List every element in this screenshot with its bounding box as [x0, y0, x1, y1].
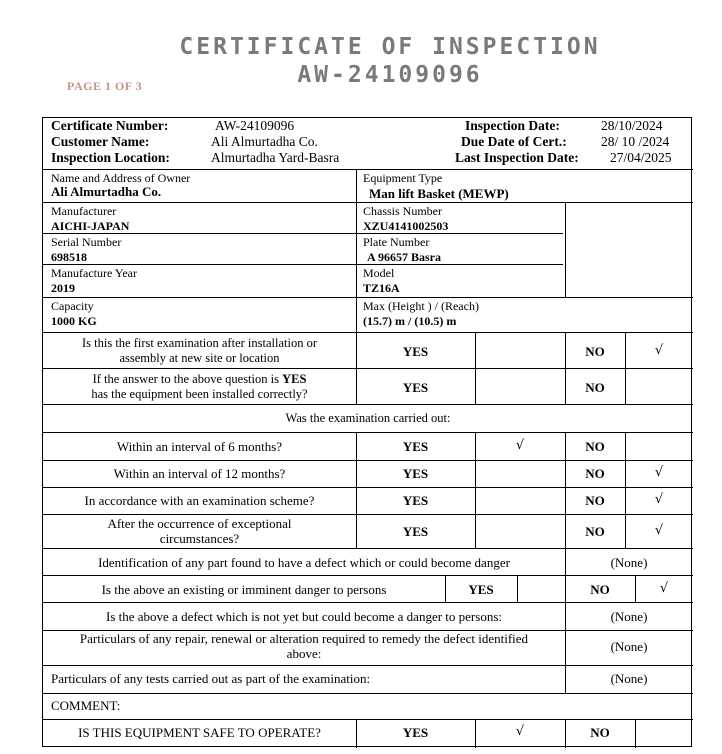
question-future-danger: Is the above a defect which is not yet but could become a danger to persons: — [105, 609, 502, 624]
customer-value: Ali Almurtadha Co. — [211, 134, 318, 149]
max-height-reach-value: (15.7) m / (10.5) m — [363, 314, 457, 328]
divider — [43, 202, 693, 203]
check-mark: √ — [654, 523, 664, 538]
divider — [43, 602, 693, 603]
divider — [43, 665, 693, 666]
inspection-date-label: Inspection Date: — [465, 118, 560, 133]
certificate-number-title: AW-24109096 — [297, 62, 483, 88]
question-6-months: Within an interval of 6 months? — [116, 439, 283, 454]
divider — [43, 460, 693, 461]
check-mark: √ — [654, 492, 664, 507]
tests-particulars-value: (None) — [610, 671, 648, 686]
examination-carried-heading: Was the examination carried out: — [285, 411, 451, 425]
answer-no: NO — [585, 380, 605, 395]
answer-yes: YES — [402, 524, 429, 539]
answer-yes: YES — [402, 439, 429, 454]
answer-no: NO — [590, 582, 610, 597]
question-safe-to-operate: IS THIS EQUIPMENT SAFE TO OPERATE? — [78, 725, 321, 740]
owner-value: Ali Almurtadha Co. — [51, 184, 162, 199]
question-defect-identification: Identification of any part found to have a defect which or could become danger — [98, 555, 510, 570]
page-indicator: PAGE 1 OF 3 — [67, 79, 143, 93]
comment-label: COMMENT: — [51, 698, 121, 713]
divider — [43, 487, 693, 488]
answer-yes: YES — [402, 466, 429, 481]
question-12-months: Within an interval of 12 months? — [113, 466, 286, 481]
check-mark: √ — [659, 581, 669, 596]
divider — [43, 548, 693, 549]
serial-label: Serial Number — [51, 235, 122, 249]
owner-label: Name and Address of Owner — [51, 171, 191, 185]
capacity-label: Capacity — [51, 299, 94, 313]
location-value: Almurtadha Yard-Basra — [211, 150, 340, 165]
question-exceptional: After the occurrence of exceptional circumstances? — [107, 516, 292, 546]
divider — [43, 368, 693, 369]
due-date-label: Due Date of Cert.: — [461, 134, 567, 149]
answer-yes: YES — [402, 493, 429, 508]
year-label: Manufacture Year — [51, 266, 137, 280]
divider — [635, 719, 636, 748]
question-tests-particulars: Particulars of any tests carried out as part of the examination: — [51, 671, 371, 686]
answer-no: NO — [585, 344, 605, 359]
question-exam-scheme: In accordance with an examination scheme? — [84, 493, 315, 508]
divider — [43, 575, 693, 576]
due-date-value: 28/ 10 /2024 — [601, 134, 670, 149]
future-danger-value: (None) — [610, 609, 648, 624]
answer-no: NO — [585, 493, 605, 508]
question-repair-particulars: Particulars of any repair, renewal or alteration required to remedy the defect identified above: — [79, 631, 529, 661]
year-value: 2019 — [51, 281, 75, 295]
divider — [43, 297, 693, 298]
answer-yes: YES — [402, 725, 429, 740]
defect-identification-value: (None) — [610, 555, 648, 570]
question-first-exam: Is this the first examination after installation or assembly at new site or location — [81, 336, 317, 365]
inspection-form — [42, 117, 692, 747]
check-mark: √ — [654, 343, 664, 358]
answer-no: NO — [585, 439, 605, 454]
question-installed-correctly: If the answer to the above question is YES has the equipment been installed correctly? — [91, 372, 308, 401]
cert-number-value: AW-24109096 — [215, 118, 295, 133]
chassis-label: Chassis Number — [363, 204, 442, 218]
divider — [356, 169, 357, 405]
divider — [475, 332, 476, 405]
divider — [43, 514, 693, 515]
answer-yes: YES — [468, 582, 494, 597]
serial-value: 698518 — [51, 250, 87, 264]
repair-particulars-value: (None) — [610, 639, 648, 654]
check-mark: √ — [654, 465, 664, 480]
divider — [43, 169, 693, 170]
location-label: Inspection Location: — [51, 150, 170, 165]
answer-no: NO — [585, 524, 605, 539]
chassis-value: XZU4141002503 — [363, 219, 449, 233]
inspection-date-value: 28/10/2024 — [601, 118, 663, 133]
last-inspection-label: Last Inspection Date: — [455, 150, 579, 165]
divider — [43, 719, 693, 720]
check-mark: √ — [515, 438, 525, 453]
capacity-value: 1000 KG — [51, 314, 97, 328]
manufacturer-value: AICHI-JAPAN — [51, 219, 130, 233]
divider — [43, 432, 693, 433]
cert-number-label: Certificate Number: — [51, 118, 169, 133]
divider — [565, 202, 566, 298]
answer-no: NO — [590, 725, 610, 740]
check-mark: √ — [515, 724, 525, 739]
plate-value: A 96657 Basra — [367, 250, 442, 264]
customer-label: Customer Name: — [51, 134, 150, 149]
answer-yes: YES — [402, 380, 429, 395]
plate-label: Plate Number — [363, 235, 430, 249]
divider — [517, 575, 518, 603]
model-label: Model — [363, 266, 395, 280]
divider — [43, 693, 693, 694]
max-height-reach-label: Max (Height ) / (Reach) — [363, 299, 479, 313]
equipment-type-value: Man lift Basket (MEWP) — [369, 186, 509, 201]
question-imminent-danger: Is the above an existing or imminent danger to persons — [101, 582, 387, 597]
equipment-type-label: Equipment Type — [363, 171, 443, 185]
certificate-title: CERTIFICATE OF INSPECTION — [179, 34, 601, 60]
answer-yes: YES — [402, 344, 429, 359]
divider — [43, 404, 693, 405]
model-value: TZ16A — [363, 281, 400, 295]
last-inspection-value: 27/04/2025 — [610, 150, 672, 165]
divider — [43, 332, 693, 333]
answer-no: NO — [585, 466, 605, 481]
divider — [43, 264, 563, 265]
manufacturer-label: Manufacturer — [51, 204, 117, 218]
